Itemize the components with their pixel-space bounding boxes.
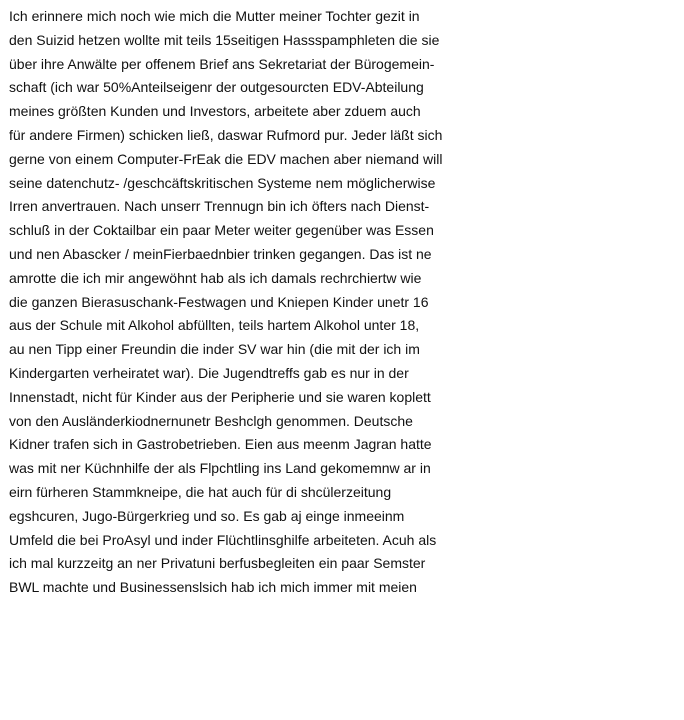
- text-line: den Suizid hetzen wollte mit teils 15seitigen Hassspamphleten die sie: [9, 31, 440, 48]
- text-line: und nen Abascker / meinFierbaednbier trinken gegangen. Das ist ne: [9, 245, 432, 262]
- text-line: ich mal kurzzeitg an ner Privatuni berfusbegleiten ein paar Semster: [9, 555, 426, 572]
- text-line: seine datenchutz- /geschcäftskritischen Systeme nem möglicherwise: [9, 174, 436, 191]
- text-line: für andere Firmen) schicken ließ, daswar Rufmord pur. Jeder läßt sich: [9, 126, 443, 143]
- text-line: amrotte die ich mir angewöhnt hab als ich damals rechrchiertw wie: [9, 269, 422, 286]
- text-line: BWL machte und Businessenslsich hab ich mich immer mit meien: [9, 579, 417, 596]
- text-line: schluß in der Coktailbar ein paar Meter weiter gegenüber was Essen: [9, 222, 434, 239]
- text-line: Irren anvertrauen. Nach unserr Trennugn bin ich öfters nach Dienst-: [9, 198, 430, 215]
- text-line: meines größten Kunden und Investors, arbeitete aber zduem auch: [9, 103, 421, 120]
- text-line: schaft (ich war 50%Anteilseigenr der outgesourcten EDV-Abteilung: [9, 79, 424, 96]
- text-line: die ganzen Bierasuschank-Festwagen und Kniepen Kinder unetr 16: [9, 293, 429, 310]
- text-line: Innenstadt, nicht für Kinder aus der Peripherie und sie waren koplett: [9, 388, 431, 405]
- text-line: Kidner trafen sich in Gastrobetrieben. Eien aus meenm Jagran hatte: [9, 436, 432, 453]
- text-line: Ich erinnere mich noch wie mich die Mutter meiner Tochter gezit in: [9, 8, 420, 24]
- text-line: aus der Schule mit Alkohol abfüllten, teils hartem Alkohol unter 18,: [9, 317, 420, 334]
- text-line: au nen Tipp einer Freundin die inder SV war hin (die mit der ich im: [9, 341, 420, 358]
- text-line: eirn fürheren Stammkneipe, die hat auch für di shcülerzeitung: [9, 483, 392, 500]
- text-line: was mit ner Küchnhilfe der als Flpchtling ins Land gekomemnw ar in: [9, 460, 431, 477]
- text-line: Kindergarten verheiratet war). Die Jugendtreffs gab es nur in der: [9, 364, 409, 381]
- document-text-block: [9, 5, 681, 600]
- text-line: gerne von einem Computer-FrEak die EDV machen aber niemand will: [9, 150, 443, 167]
- text-line: über ihre Anwälte per offenem Brief ans Sekretariat der Bürogemein-: [9, 55, 435, 72]
- text-line: egshcuren, Jugo-Bürgerkrieg und so. Es gab aj einge inmeeinm: [9, 507, 405, 524]
- text-line: Umfeld die bei ProAsyl und inder Flüchtlinsghilfe arbeiteten. Acuh als: [9, 531, 437, 548]
- text-line: von den Ausländerkiodnernunetr Beshclgh genommen. Deutsche: [9, 412, 413, 429]
